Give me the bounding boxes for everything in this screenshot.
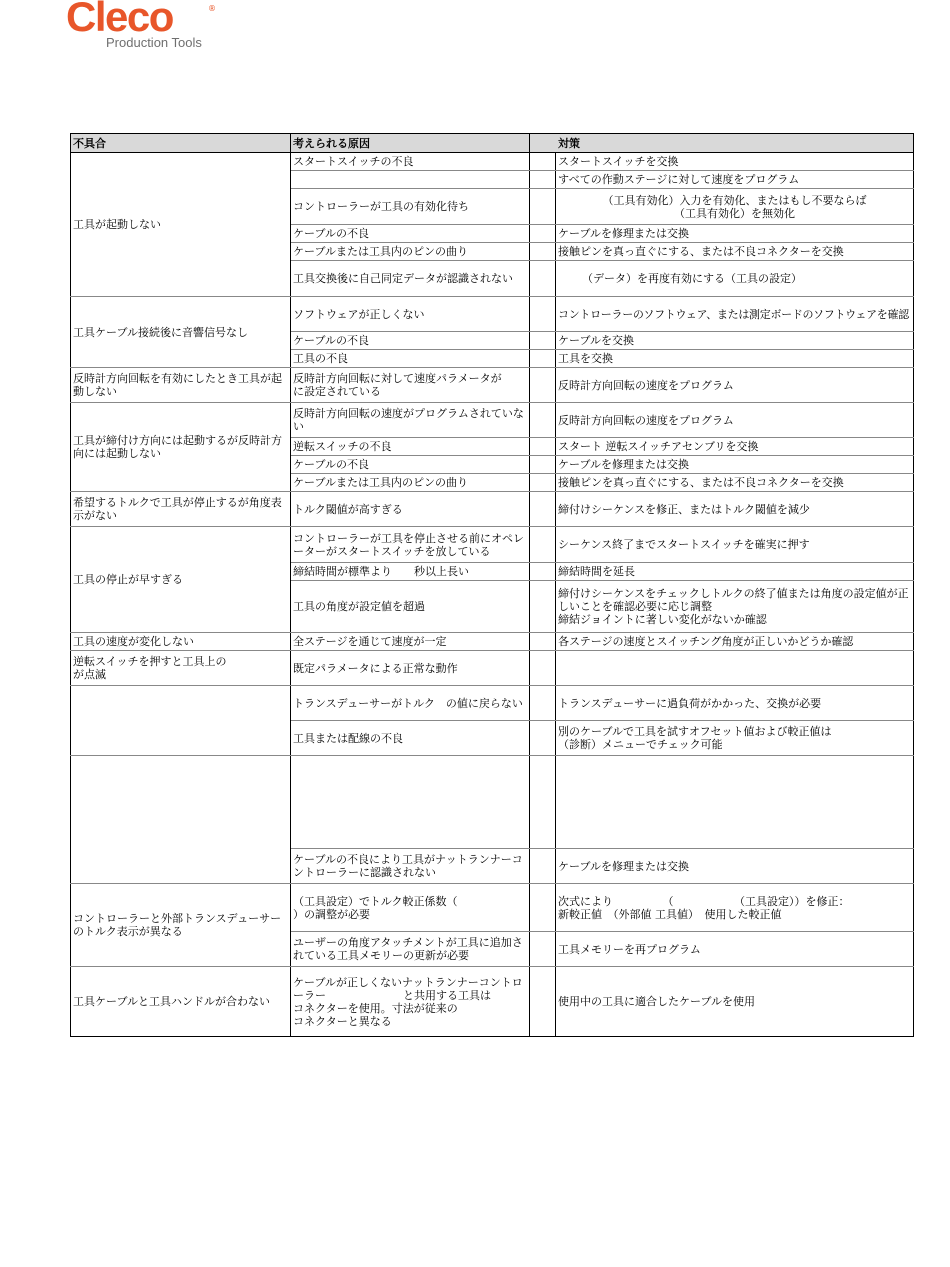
cause-cell: （工具設定）でトルク較正係数（ ）の調整が必要 [291, 884, 530, 932]
spacer-cell [530, 563, 556, 581]
action-cell: （工具有効化）入力を有効化、またはもし不要ならば （工具有効化）を無効化 [556, 189, 914, 225]
spacer-cell [530, 967, 556, 1037]
action-cell: 工具を交換 [556, 350, 914, 368]
action-cell: シーケンス終了までスタートスイッチを確実に押す [556, 527, 914, 563]
action-cell: 使用中の工具に適合したケーブルを使用 [556, 967, 914, 1037]
cause-cell: コントローラーが工具を停止させる前にオペレーターがスタートスイッチを放している [291, 527, 530, 563]
header-cause: 考えられる原因 [291, 134, 530, 153]
cause-cell: ケーブルの不良 [291, 225, 530, 243]
cause-cell: ケーブルの不良 [291, 332, 530, 350]
action-cell: 接触ピンを真っ直ぐにする、または不良コネクターを交換 [556, 243, 914, 261]
spacer-cell [530, 581, 556, 633]
table-row [71, 403, 914, 438]
action-cell: 締結時間を延長 [556, 563, 914, 581]
action-cell: ケーブルを交換 [556, 332, 914, 350]
problem-cell: 希望するトルクで工具が停止するが角度表示がない [71, 492, 291, 527]
logo-tagline: Production Tools [106, 35, 202, 50]
problem-cell [71, 756, 291, 884]
table-row [71, 153, 914, 171]
problem-cell: コントローラーと外部トランスデューサーのトルク表示が異なる [71, 884, 291, 967]
action-cell: すべての作動ステージに対して速度をプログラム [556, 171, 914, 189]
action-cell: ケーブルを修理または交換 [556, 225, 914, 243]
spacer-cell [530, 261, 556, 297]
spacer-cell [530, 756, 556, 849]
action-cell: 接触ピンを真っ直ぐにする、または不良コネクターを交換 [556, 474, 914, 492]
spacer-cell [530, 438, 556, 456]
cause-cell: 工具交換後に自己同定データが認識されない [291, 261, 530, 297]
cause-cell: 逆転スイッチの不良 [291, 438, 530, 456]
cause-cell: ユーザーの角度アタッチメントが工具に追加されている工具メモリーの更新が必要 [291, 932, 530, 967]
action-cell [556, 756, 914, 849]
cause-cell: スタートスイッチの不良 [291, 153, 530, 171]
cause-cell: 反時計方向回転に対して速度パラメータが に設定されている [291, 368, 530, 403]
cause-cell: ケーブルまたは工具内のピンの曲り [291, 243, 530, 261]
registered-mark: ® [208, 4, 216, 13]
table-row [71, 297, 914, 332]
action-cell: 締付けシーケンスをチェックしトルクの終了値または角度の設定値が正しいことを確認必要に応じ調整 締結ジョイントに著しい変化がないか確認 [556, 581, 914, 633]
spacer-cell [530, 403, 556, 438]
cause-cell: ケーブルまたは工具内のピンの曲り [291, 474, 530, 492]
action-cell [556, 651, 914, 686]
problem-cell: 工具が締付け方向には起動するが反時計方向には起動しない [71, 403, 291, 492]
spacer-cell [530, 189, 556, 225]
spacer-cell [530, 849, 556, 884]
action-cell: （データ）を再度有効にする（工具の設定） [556, 261, 914, 297]
spacer-cell [530, 884, 556, 932]
table-header-row [71, 134, 914, 153]
cause-cell: ケーブルの不良 [291, 456, 530, 474]
action-cell: コントローラーのソフトウェア、または測定ボードのソフトウェアを確認 [556, 297, 914, 332]
cause-cell: 反時計方向回転の速度がプログラムされていない [291, 403, 530, 438]
spacer-cell [530, 225, 556, 243]
spacer-cell [530, 527, 556, 563]
spacer-cell [530, 686, 556, 721]
cause-cell: 工具の角度が設定値を超過 [291, 581, 530, 633]
cause-cell: 工具または配線の不良 [291, 721, 530, 756]
spacer-cell [530, 350, 556, 368]
table-row [71, 651, 914, 686]
spacer-cell [530, 332, 556, 350]
spacer-cell [530, 297, 556, 332]
cause-cell: 締結時間が標準より 秒以上長い [291, 563, 530, 581]
spacer-cell [530, 171, 556, 189]
action-cell: トランスデューサーに過負荷がかかった、交換が必要 [556, 686, 914, 721]
cleco-logo [66, 0, 226, 56]
cause-cell: 工具の不良 [291, 350, 530, 368]
logo-wordmark: Cleco [66, 0, 173, 40]
header-action: 対策 [530, 134, 914, 153]
action-cell: スタート 逆転スイッチアセンブリを交換 [556, 438, 914, 456]
spacer-cell [530, 474, 556, 492]
troubleshooting-table [70, 133, 914, 1037]
table-row [71, 967, 914, 1037]
cause-cell: 既定パラメータによる正常な動作 [291, 651, 530, 686]
spacer-cell [530, 633, 556, 651]
table-row [71, 527, 914, 563]
spacer-cell [530, 243, 556, 261]
spacer-cell [530, 492, 556, 527]
action-cell: 各ステージの速度とスイッチング角度が正しいかどうか確認 [556, 633, 914, 651]
table-row [71, 492, 914, 527]
spacer-cell [530, 932, 556, 967]
action-cell: 締付けシーケンスを修正、またはトルク閾値を減少 [556, 492, 914, 527]
problem-cell: 工具ケーブル接続後に音響信号なし [71, 297, 291, 368]
problem-cell: 工具ケーブルと工具ハンドルが合わない [71, 967, 291, 1037]
cause-cell: 全ステージを通じて速度が一定 [291, 633, 530, 651]
problem-cell: 工具の速度が変化しない [71, 633, 291, 651]
action-cell: 次式により （ （工具設定））を修正： 新較正値 （外部値 工具値） 使用した較正値 [556, 884, 914, 932]
problem-cell: 反時計方向回転を有効にしたとき工具が起動しない [71, 368, 291, 403]
action-cell: スタートスイッチを交換 [556, 153, 914, 171]
problem-cell: 工具が起動しない [71, 153, 291, 297]
cause-cell: コントローラーが工具の有効化待ち [291, 189, 530, 225]
cause-cell [291, 756, 530, 849]
cause-cell: ソフトウェアが正しくない [291, 297, 530, 332]
cause-cell: ケーブルが正しくないナットランナーコントローラー と共用する工具は コネクターを使用。寸法が従来の コネクターと異なる [291, 967, 530, 1037]
action-cell: 別のケーブルで工具を試すオフセット値および較正値は （診断）メニューでチェック可能 [556, 721, 914, 756]
spacer-cell [530, 456, 556, 474]
action-cell: 反時計方向回転の速度をプログラム [556, 368, 914, 403]
cause-cell: ケーブルの不良により工具がナットランナーコントローラーに認識されない [291, 849, 530, 884]
action-cell: ケーブルを修理または交換 [556, 849, 914, 884]
table-row [71, 686, 914, 721]
problem-cell: 逆転スイッチを押すと工具上のが点滅 [71, 651, 291, 686]
header-problem: 不具合 [71, 134, 291, 153]
cause-cell: トランスデューサーがトルク の値に戻らない [291, 686, 530, 721]
table-row [71, 884, 914, 932]
action-cell: 反時計方向回転の速度をプログラム [556, 403, 914, 438]
table-row [71, 368, 914, 403]
table-row [71, 756, 914, 849]
cause-cell: トルク閾値が高すぎる [291, 492, 530, 527]
spacer-cell [530, 153, 556, 171]
action-cell: ケーブルを修理または交換 [556, 456, 914, 474]
spacer-cell [530, 651, 556, 686]
spacer-cell [530, 368, 556, 403]
cause-cell [291, 171, 530, 189]
spacer-cell [530, 721, 556, 756]
action-cell: 工具メモリーを再プログラム [556, 932, 914, 967]
problem-cell [71, 686, 291, 756]
problem-cell: 工具の停止が早すぎる [71, 527, 291, 633]
table-row [71, 633, 914, 651]
